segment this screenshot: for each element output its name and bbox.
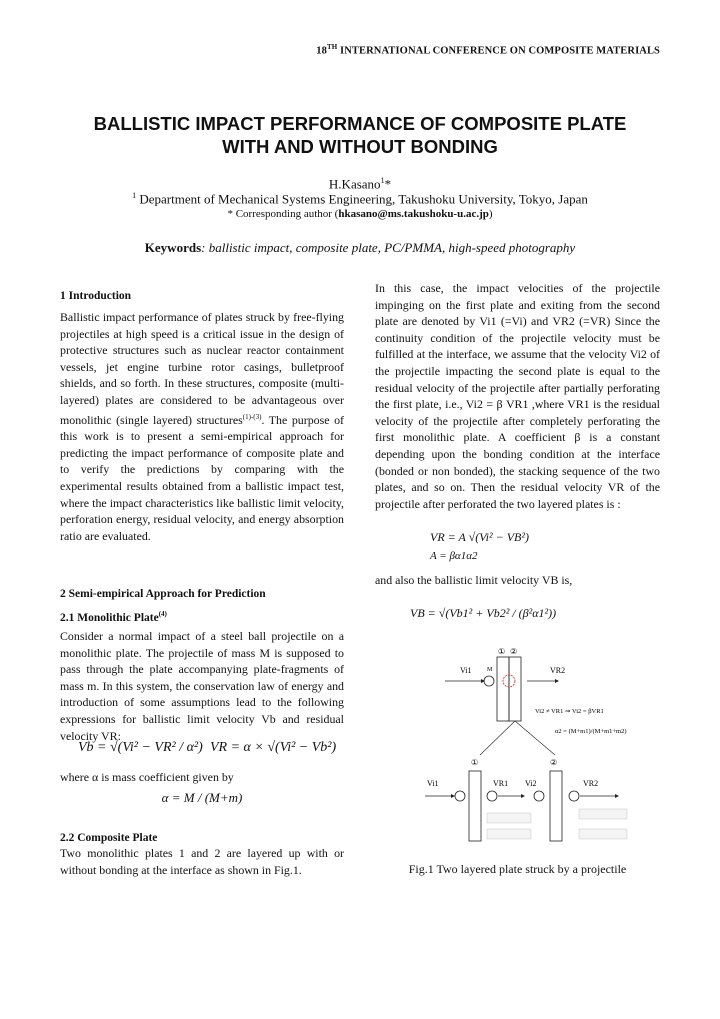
sec22-paragraph: Two monolithic plates 1 and 2 are layered up with or without bonding at the interface as shown in Fig.1. <box>60 846 344 877</box>
sec22-heading: 2.2 Composite Plate <box>60 832 158 844</box>
sec21-ref: (4) <box>158 610 167 618</box>
keywords <box>0 240 720 256</box>
equations-vb-vr <box>60 736 344 766</box>
author <box>0 176 720 192</box>
plate1-bottom-label: ① <box>471 758 479 767</box>
alpha2-text: α2 = (M+m1)/(M+m1+m2) <box>555 728 627 735</box>
label-vr2-bottom: VR2 <box>583 779 599 788</box>
right-paragraph-2: and also the ballistic limit velocity VB is, <box>375 573 573 587</box>
intro-ref: (1)-(3) <box>242 412 262 421</box>
sec2-heading: 2 Semi-empirical Approach for Prediction <box>60 588 266 600</box>
corr-suffix: ) <box>488 208 493 220</box>
intro-p1: Ballistic impact performance of plates struck by free-flying projectiles at high speed is a critical issue in the design of protective structures such as nuclear reactor containment vessels, jet engine turbine rotor casings, bulletproof shields, and so forth. In these structures, composite (multi-layered) plates are considered to be advantageous over monolithic (single layered) structures <box>60 310 344 427</box>
intro-p2: . The purpose of this work is to present a semi-empirical approach for predicting the impact performance of composite plate and to verify the predictions by comparing with the experimental results obtained from a ballistic impact test, where the impact characteristics like ballistic limit velocity, perforation energy, residual velocity, and energy absorption ratio are evaluated. <box>60 412 344 543</box>
plate2-label: ② <box>510 647 518 656</box>
title-line1: BALLISTIC IMPACT PERFORMANCE OF COMPOSITE PLATE <box>93 113 627 134</box>
figure-two-layered-plate <box>405 643 655 855</box>
author-name: H.Kasano <box>328 176 381 192</box>
affiliation-mark: 1 <box>132 191 137 200</box>
top-diagram <box>445 647 627 735</box>
header-prefix: 18 <box>316 45 327 57</box>
eq-vr: VR = α × √(Vi² − Vb²) <box>210 740 337 755</box>
keywords-text: : ballistic impact, composite plate, PC/PMMA, high-speed photography <box>201 240 576 255</box>
sec21-paragraph: Consider a normal impact of a steel ball projectile on a monolithic plate. The projectile of mass M is supposed to pass through the plate accompanying plate-fragments of mass m. In this system, the conservation law of energy and introduction of some assumptions lead to the following expressions for ballistic limit velocity Vb and residual velocity VR: <box>60 629 344 743</box>
plate2-bottom-label: ② <box>550 758 558 767</box>
sec21-heading: 2.1 Monolithic Plate$^{(4)}$ <box>60 610 167 624</box>
right-paragraph-1: In this case, the impact velocities of the projectile impinging on the first plate and exiting from the second plate are denoted by Vi1 (=Vi) and VR2 (=VR) Since the continuity condition of the projectile velocity must be fulfilled at the interface, we assume that the velocity Vi2 of the projectile impacting the second plate is equal to the residual velocity of the projectile after partially perforating the first plate, i.e., Vi2 = β VR1 ,where VR1 is the residual velocity of the projectile after completely perforating the first monolithic plate. A coefficient β is a constant depending upon the bonding condition at the interface (bonded or non bonded), the stacking sequence of the two plates, and so on. Then the residual velocity VR of the projectile after perforated the two layered plates is : <box>375 281 660 511</box>
where-text: where α is mass coefficient given by <box>60 770 234 784</box>
eq-alpha: α = M / (M+m) <box>161 790 243 805</box>
bottom-diagram <box>425 758 627 841</box>
title-line2: WITH AND WITHOUT BONDING <box>222 136 498 157</box>
eq-a: A = βα1α2 <box>430 550 478 562</box>
equation-vb-composite <box>375 598 660 634</box>
label-vr1-bottom: VR1 <box>493 779 509 788</box>
figure-caption: Fig.1 Two layered plate struck by a projectile <box>408 862 627 876</box>
header-rest: INTERNATIONAL CONFERENCE ON COMPOSITE MATERIALS <box>337 45 660 57</box>
label-vr2-top: VR2 <box>550 666 566 675</box>
eq-vb-composite: VB = √(Vb1² + Vb2² / (β²α1²)) <box>410 606 557 620</box>
equation-vr-composite <box>375 530 660 570</box>
label-vi1-top: Vi1 <box>460 666 472 675</box>
paper-title <box>60 112 660 158</box>
affiliation-text: Department of Mechanical Systems Engineering, Takushoku University, Tokyo, Japan <box>136 191 588 207</box>
eq-vr-composite: VR = A √(Vi² − VB²) <box>430 530 529 544</box>
author-star: * <box>384 176 392 192</box>
keywords-label: Keywords <box>144 240 202 255</box>
intro-paragraph <box>60 309 344 544</box>
corr-email[interactable]: hkasano@ms.takushoku-u.ac.jp <box>338 208 489 220</box>
label-vi1-bottom: Vi1 <box>427 779 439 788</box>
eq-vb: Vb = √(Vi² − VR² / α²) <box>78 740 203 755</box>
relation-text: Vi2 ≠ VR1 ⇒ Vi2 = βVR1 <box>535 708 604 715</box>
header-sup: TH <box>327 43 338 51</box>
author-mark: 1 <box>380 176 385 185</box>
plate-2-top <box>509 657 521 721</box>
label-vi2-bottom: Vi2 <box>525 779 537 788</box>
equation-alpha <box>60 790 344 826</box>
projectile-top <box>484 676 494 686</box>
corr-prefix: * Corresponding author ( <box>227 208 339 220</box>
plate-1-top <box>497 657 509 721</box>
plate1-label: ① <box>498 647 506 656</box>
intro-heading: 1 Introduction <box>60 290 132 302</box>
affiliation <box>0 191 720 207</box>
corresponding-author <box>0 208 720 220</box>
label-m: M <box>487 667 493 673</box>
